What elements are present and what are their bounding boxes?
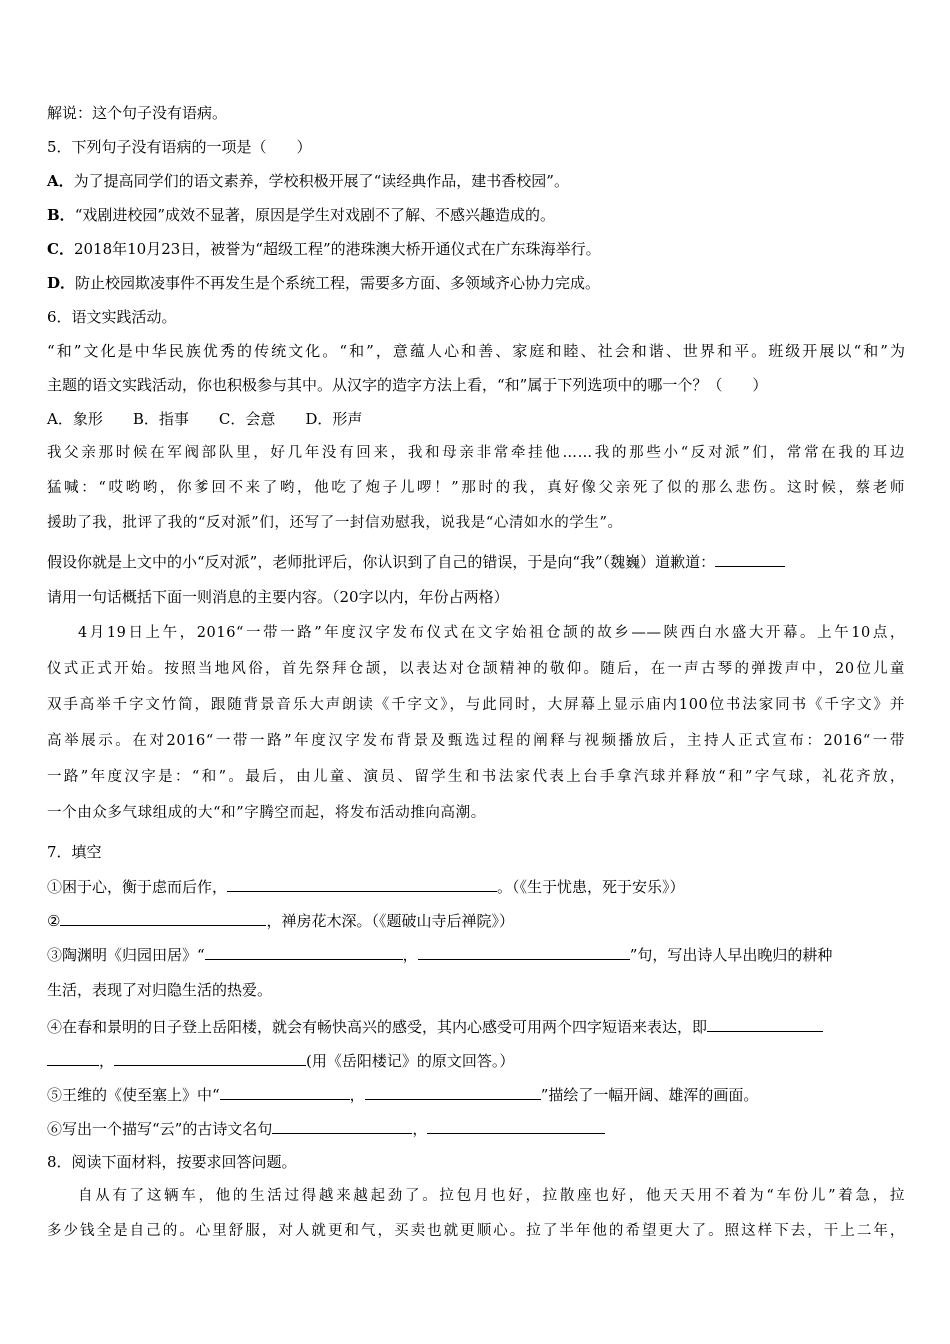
news-line: 4月19日上午，2016“一带一路”年度汉字发布仪式在文字始祖仓颉的故乡——陕西白水盛大开幕。上午10点， <box>78 625 905 641</box>
q5-option-b: B．“戏剧进校园”成效不显著，原因是学生对戏剧不了解、不感兴趣造成的。 <box>47 206 556 224</box>
answer-blank[interactable] <box>220 1084 350 1100</box>
news-line: 双手高举千字文竹简，跟随背景音乐大声朗读《千字文》，与此同时，大屏幕上显示庙内100位书法家同书《千字文》并 <box>47 697 905 713</box>
reading-line: 自从有了这辆车，他的生活过得越来越起劲了。拉包月也好，拉散座也好，他天天用不着为“车份儿”着急，拉 <box>78 1188 905 1204</box>
answer-blank[interactable] <box>272 1118 412 1134</box>
fill-item-3-cont: 生活，表现了对归隐生活的热爱。 <box>47 981 273 999</box>
q5-option-a: A．为了提高同学们的语文素养，学校积极开展了“读经典作品，建书香校园”。 <box>47 172 569 190</box>
fill-item-3: ③陶渊明《归园田居》“ ， ”句，写出诗人早出晚归的耕种 <box>47 946 833 964</box>
fill-item-4-cont: ， (用《岳阳楼记》的原文回答。） <box>47 1050 514 1071</box>
question-7-stem: 7．填空 <box>47 843 102 861</box>
summary-prompt: 请用一句话概括下面一则消息的主要内容。（20字以内，年份占两格） <box>47 588 509 606</box>
excerpt-line: 我父亲那时候在军阀部队里，好几年没有回来，我和母亲非常牵挂他……我的那些小“反对派”们，常常在我的耳边 <box>47 445 905 461</box>
news-line: 一个由众多气球组成的大“和”字腾空而起，将发布活动推向高潮。 <box>47 805 486 821</box>
fill-item-1: ①困于心，衡于虑而后作， 。（《生于忧患，死于安乐》） <box>47 878 685 896</box>
q6-paragraph-line: “和”文化是中华民族优秀的传统文化。“和”，意蕴人心和善、家庭和睦、社会和谐、世界和平。班级开展以“和”为 <box>47 342 905 360</box>
answer-blank[interactable] <box>715 551 785 567</box>
explanation-line: 解说：这个句子没有语病。 <box>47 104 228 122</box>
news-line: 一路”年度汉字是：“和”。最后，由儿童、演员、留学生和书法家代表上台手拿汽球并释放“和”字气球，礼花齐放， <box>47 769 905 785</box>
reading-line: 多少钱全是自己的。心里舒服，对人就更和气，买卖也就更顺心。拉了半年他的希望更大了。照这样下去，干上二年， <box>47 1223 905 1239</box>
answer-blank[interactable] <box>418 944 630 960</box>
question-6-stem: 6．语文实践活动。 <box>47 308 177 326</box>
q5-option-c: C．2018年10月23日，被誉为“超级工程”的港珠澳大桥开通仪式在广东珠海举行。 <box>47 240 601 258</box>
answer-blank[interactable] <box>707 1016 823 1032</box>
fill-item-6: ⑥写出一个描写“云”的古诗文名句 ， <box>47 1118 605 1139</box>
question-5-stem: 5．下列句子没有语病的一项是（ ） <box>47 138 312 156</box>
question-8-stem: 8．阅读下面材料，按要求回答问题。 <box>47 1153 297 1171</box>
news-line: 仪式正式开始。按照当地风俗，首先祭拜仓颉，以表达对仓颉精神的敬仰。随后，在一声古琴的弹拨声中，20位儿童 <box>47 661 905 677</box>
answer-blank[interactable] <box>47 1050 99 1066</box>
answer-blank[interactable] <box>205 944 403 960</box>
fill-item-5: ⑤王维的《使至塞上》中“ ， ”描绘了一幅开阔、雄浑的画面。 <box>47 1086 759 1104</box>
fill-item-2: ② ，禅房花木深。（《题破山寺后禅院》） <box>47 912 514 930</box>
fill-item-4: ④在春和景明的日子登上岳阳楼，就会有畅快高兴的感受，其内心感受可用两个四字短语来表达，即 <box>47 1016 823 1037</box>
q6-paragraph-line: 主题的语文实践活动，你也积极参与其中。从汉字的造字方法上看，“和”属于下列选项中的哪一个？（ ） <box>47 376 768 394</box>
answer-blank[interactable] <box>60 910 266 926</box>
news-line: 高举展示。在对2016“一带一路”年度汉字发布背景及甄选过程的阐释与视频播放后，主持人正式宣布：2016“一带 <box>47 733 905 749</box>
answer-blank[interactable] <box>365 1084 541 1100</box>
answer-blank[interactable] <box>427 1118 605 1134</box>
excerpt-line: 援助了我，批评了我的“反对派”们，还写了一封信劝慰我，说我是“心清如水的学生”。 <box>47 515 623 531</box>
q6-options: A．象形 B．指事 C．会意 D．形声 <box>47 410 363 428</box>
q5-option-d: D．防止校园欺凌事件不再发生是个系统工程，需要多方面、多领域齐心协力完成。 <box>47 274 601 292</box>
excerpt-line: 猛喊：“哎哟哟，你爹回不来了哟，他吃了炮子儿啰！”那时的我，真好像父亲死了似的那么悲伤。这时候，蔡老师 <box>47 480 905 496</box>
answer-blank[interactable] <box>114 1050 306 1066</box>
answer-blank[interactable] <box>227 876 497 892</box>
apology-prompt: 假设你就是上文中的小“反对派”，老师批评后，你认识到了自己的错误，于是向“我”（魏巍）道歉道： <box>47 551 785 572</box>
